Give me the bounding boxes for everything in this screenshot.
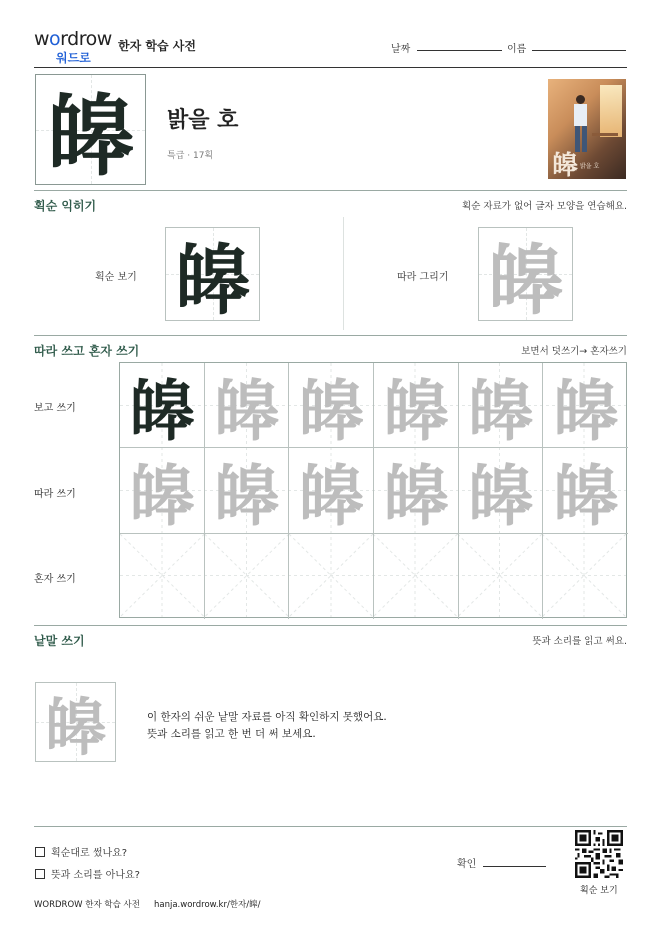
word-section-title: 낱말 쓰기 <box>34 634 85 648</box>
stroke-trace-box[interactable] <box>478 227 573 325</box>
grid-cell-r3c4[interactable] <box>374 534 459 619</box>
footer-brand: WORDROW 한자 학습 사전 <box>34 900 140 910</box>
logo-text-2: rdrow <box>60 28 112 50</box>
grid-cell-r2c4[interactable] <box>374 448 459 533</box>
grid-cell-r3c6[interactable] <box>543 534 628 619</box>
word-divider <box>34 826 627 827</box>
grid-cell-r3c1[interactable] <box>120 534 205 619</box>
grid-cell-r1c4[interactable] <box>374 363 459 448</box>
grid-cell-r3c5[interactable] <box>459 534 544 619</box>
confirm-signature-line[interactable] <box>483 866 546 867</box>
stroke-view-box <box>165 227 260 325</box>
hero-meaning: 밝을 호 <box>167 108 239 133</box>
stroke-column-divider <box>343 217 344 330</box>
word-message-line1: 이 한자의 쉬운 낱말 자료를 아직 확인하지 못했어요. <box>147 711 387 723</box>
checkbox-meaning-sound[interactable] <box>35 869 45 879</box>
grid-char: 皞 <box>467 372 534 449</box>
grid-char: 皞 <box>552 458 619 534</box>
checklist-item-1[interactable] <box>35 844 127 859</box>
grid-cell-r2c1[interactable] <box>120 448 205 533</box>
grid-char: 皞 <box>382 372 449 449</box>
word-section-note: 뜻과 소리를 읽고 써요. <box>532 636 627 647</box>
grid-char: 皞 <box>382 458 449 534</box>
hero-character-box <box>35 74 146 188</box>
word-message-line2: 뜻과 소리를 읽고 한 번 더 써 보세요. <box>147 728 316 740</box>
grid-cell-r1c3[interactable] <box>289 363 374 448</box>
qr-caption: 획순 보기 <box>580 886 618 896</box>
stroke-trace-label: 따라 그리기 <box>397 272 449 283</box>
date-field-line[interactable] <box>417 50 502 51</box>
grid-cell-r2c2[interactable] <box>205 448 290 533</box>
row-label-alone: 혼자 쓰기 <box>34 574 76 585</box>
confirm-label: 확인 <box>457 859 477 870</box>
name-field-line[interactable] <box>532 50 626 51</box>
stroke-trace-character: 皞 <box>487 235 564 325</box>
grid-char: 皞 <box>128 372 195 449</box>
grid-cell-r2c3[interactable] <box>289 448 374 533</box>
stroke-view-character: 皞 <box>174 235 251 325</box>
thumb-character: 皞 <box>552 151 579 179</box>
hero-divider <box>34 190 627 191</box>
logo-text-o: o <box>49 28 61 50</box>
thumb-caption: 밝을 호 <box>580 163 600 170</box>
hero-meta: 특급 · 17획 <box>167 151 214 161</box>
grid-cell-r3c3[interactable] <box>289 534 374 619</box>
grid-char: 皞 <box>213 458 280 534</box>
writing-grid <box>119 362 627 618</box>
name-label: 이름 <box>507 44 527 55</box>
checklist-item-2[interactable] <box>35 866 140 881</box>
hero-character: 皞 <box>46 84 135 188</box>
checkbox-stroke-order[interactable] <box>35 847 45 857</box>
stroke-section-title: 획순 익히기 <box>34 199 97 213</box>
grid-cell-r2c6[interactable] <box>543 448 628 533</box>
row-label-look: 보고 쓰기 <box>34 403 76 414</box>
word-character: 皞 <box>44 690 107 764</box>
logo <box>34 28 114 64</box>
grid-char: 皞 <box>552 372 619 449</box>
qr-code[interactable] <box>575 830 623 878</box>
grid-char: 皞 <box>128 458 195 534</box>
grid-cell-r1c5[interactable] <box>459 363 544 448</box>
writing-divider <box>34 625 627 626</box>
check1-label: 획순대로 썼나요? <box>51 848 128 859</box>
grid-cell-r3c2[interactable] <box>205 534 290 619</box>
header-title: 한자 학습 사전 <box>118 39 196 53</box>
logo-text-1: w <box>34 28 50 50</box>
grid-cell-r1c6[interactable] <box>543 363 628 448</box>
writing-section-title: 따라 쓰고 혼자 쓰기 <box>34 344 140 358</box>
footer-url[interactable]: hanja.wordrow.kr/한자/皞/ <box>154 900 261 910</box>
grid-char: 皞 <box>298 372 365 449</box>
qr-code-graphic <box>575 830 623 878</box>
grid-char: 皞 <box>213 372 280 449</box>
check2-label: 뜻과 소리를 아나요? <box>51 870 140 881</box>
stroke-view-label: 획순 보기 <box>95 272 137 283</box>
stroke-section-note: 획순 자료가 없어 글자 모양을 연습해요. <box>462 201 627 212</box>
grid-cell-r1c2[interactable] <box>205 363 290 448</box>
logo-korean: 워드로 <box>56 51 91 65</box>
date-label: 날짜 <box>391 44 411 55</box>
row-label-trace: 따라 쓰기 <box>34 489 76 500</box>
grid-cell-r2c5[interactable] <box>459 448 544 533</box>
hero-illustration <box>548 79 626 179</box>
word-character-box[interactable] <box>35 682 116 762</box>
grid-cell-r1c1[interactable] <box>120 363 205 448</box>
grid-char: 皞 <box>298 458 365 534</box>
stroke-divider <box>34 335 627 336</box>
writing-section-note: 보면서 덧쓰기→ 혼자쓰기 <box>521 346 627 357</box>
grid-char: 皞 <box>467 458 534 534</box>
